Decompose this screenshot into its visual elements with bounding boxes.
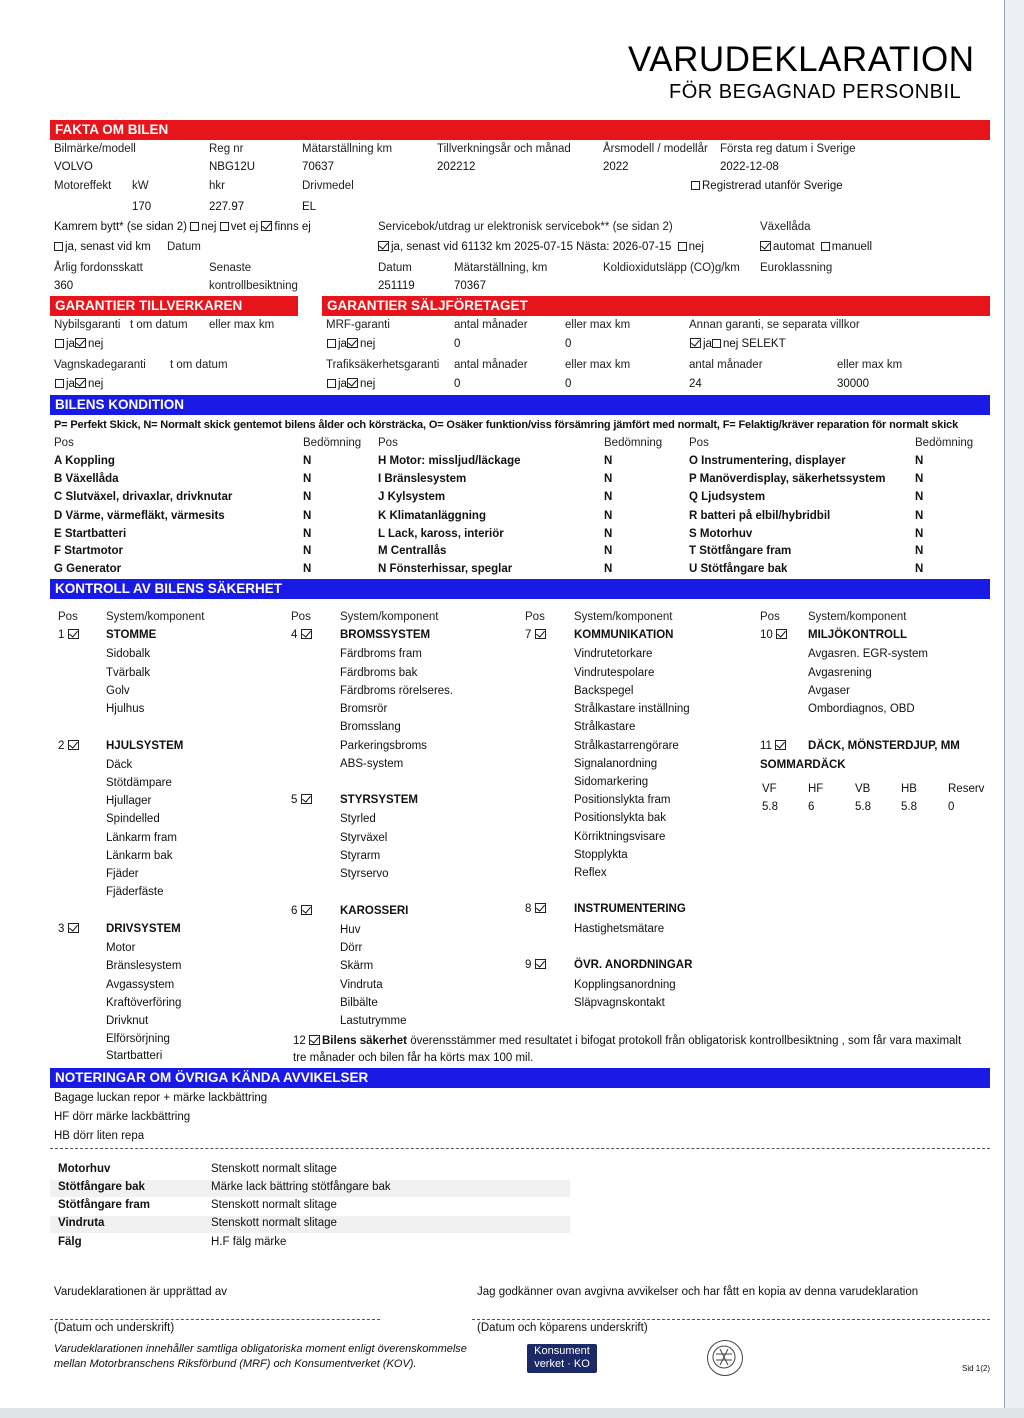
sakerhet-col2-pos-header: Pos [291, 611, 311, 623]
label-kamrem-datum: Datum [167, 241, 201, 253]
group-11-check[interactable]: 11 [760, 740, 788, 752]
group-8-item: Hastighetsmätare [574, 923, 665, 935]
label-servicebok: Servicebok/utdrag ur elektronisk servicebok** (se sidan 2) [378, 221, 673, 233]
avvikelse-desc: Stenskott normalt slitage [211, 1163, 337, 1175]
kamrem-ja-checkbox[interactable] [54, 242, 63, 251]
group-6-item: Huv [340, 924, 361, 936]
group-10-title: MILJÖKONTROLL [808, 629, 908, 641]
group-7-item: Backspegel [574, 685, 634, 697]
servicebok-ja-checkbox[interactable] [378, 241, 389, 251]
label-kontrollbesiktning: kontrollbesiktning [209, 280, 298, 292]
group-7-item: Körriktningsvisare [574, 831, 666, 843]
kondition-item: A Koppling [54, 455, 115, 467]
nybil-ja-checkbox[interactable] [55, 339, 64, 348]
group-4-item: Bromsrör [340, 703, 388, 715]
group-10-item: Avgaser [808, 685, 850, 697]
group-3-item: Avgassystem [106, 979, 175, 991]
servicebok-nej-checkbox[interactable] [678, 242, 687, 251]
group-7-item: Vindrutetorkare [574, 648, 653, 660]
group-6-check[interactable]: 6 [291, 905, 314, 917]
vagnskada-janej-row: ja nej [55, 378, 103, 390]
avvikelse-part: Stötfångare bak [58, 1181, 145, 1193]
group-2-item: Hjullager [106, 795, 152, 807]
tire-header: HF [808, 783, 824, 795]
label-annan-antal: antal månader [689, 359, 763, 371]
kondition-item: M Centrallås [378, 545, 447, 557]
avvikelse-desc: H.F fälg märke [211, 1236, 287, 1248]
kondition-col1-bed-header: Bedömning [303, 437, 362, 449]
value-bilmarke: VOLVO [54, 161, 93, 173]
label-motoreffekt: Motoreffekt [54, 180, 112, 192]
label-datum-underskrift: (Datum och underskrift) [54, 1322, 175, 1334]
group-7-item: Positionslykta fram [574, 794, 671, 806]
group-11-subtitle: SOMMARDÄCK [760, 759, 846, 771]
value-fordonsskatt: 360 [54, 280, 74, 292]
group-5-item: Styrarm [340, 850, 381, 862]
group-3-title: DRIVSYSTEM [106, 923, 181, 935]
kondition-col2-bed-header: Bedömning [604, 437, 663, 449]
tire-value: 5.8 [901, 801, 917, 813]
group-5-item: Styrled [340, 813, 376, 825]
group-2-title: HJULSYSTEM [106, 740, 184, 752]
tire-header: VB [855, 783, 871, 795]
tire-header: HB [901, 783, 917, 795]
group-1-item: Golv [106, 685, 130, 697]
group-7-item: Sidomarkering [574, 776, 649, 788]
label-vagnskadegaranti: Vagnskadegaranti [54, 359, 146, 371]
kondition-item: E Startbatteri [54, 528, 127, 540]
kondition-grade: N [303, 528, 312, 540]
kondition-item: O Instrumentering, displayer [689, 455, 846, 467]
registrerad-utanfor-checkbox[interactable] [691, 180, 843, 192]
group-4-item: Färdbroms bak [340, 667, 418, 679]
group-2-item: Spindelled [106, 813, 160, 825]
kamrem-row: Kamrem bytt* (se sidan 2) nej vet ej finns ej [54, 221, 311, 233]
kondition-grade: N [303, 510, 312, 522]
value-besiktning-datum: 251119 [378, 280, 415, 292]
group-6-item: Bilbälte [340, 997, 378, 1009]
label-mrf-garanti: MRF-garanti [326, 319, 390, 331]
avvikelse-desc: Märke lack bättring stötfångare bak [211, 1181, 391, 1193]
group-2-item: Fjäder [106, 868, 139, 880]
sakerhet-col2-sys-header: System/komponent [340, 611, 439, 623]
value-annan-max: 30000 [837, 378, 869, 390]
sakerhet-col4-sys-header: System/komponent [808, 611, 907, 623]
group-5-item: Styrservo [340, 868, 389, 880]
group-6-item: Lastutrymme [340, 1015, 407, 1027]
kondition-item: C Slutväxel, drivaxlar, drivknutar [54, 491, 233, 503]
kondition-item: G Generator [54, 563, 122, 575]
kondition-legend: P= Perfekt Skick, N= Normalt skick gentemot bilens ålder och körsträcka, O= Osäker funktion/viss försämring jämfört med normalt, F= Felaktig/kräver reparation för normalt skick [54, 419, 959, 431]
tire-value: 6 [808, 801, 815, 813]
group-9-item: Släpvagnskontakt [574, 997, 665, 1009]
kondition-item: N Fönsterhissar, speglar [378, 563, 513, 575]
group-6-item: Skärm [340, 960, 374, 972]
group-7-item: Positionslykta bak [574, 812, 667, 824]
label-annan-garanti: Annan garanti, se separata villkor [689, 319, 860, 331]
page-title: VARUDEKLARATION [628, 40, 975, 79]
label-besiktning-datum: Datum [378, 262, 412, 274]
window-frame-bottom [0, 1408, 1024, 1418]
group-8-checkbox[interactable] [535, 903, 546, 913]
group-2-item: Länkarm fram [106, 832, 177, 844]
kondition-grade: N [303, 563, 312, 575]
label-vagnskada-tom: t om datum [170, 359, 228, 371]
group-5-checkbox[interactable] [301, 794, 312, 804]
group-10-item: Ombordiagnos, OBD [808, 703, 915, 715]
mrf-nej-checkbox[interactable] [347, 338, 358, 348]
group-6-item: Dörr [340, 942, 363, 954]
window-frame-right [1005, 0, 1024, 1418]
group-7-item: Signalanordning [574, 758, 658, 770]
kamrem-nej-checkbox[interactable] [190, 222, 199, 231]
value-besiktning-matar: 70367 [454, 280, 486, 292]
kondition-item: Q Ljudsystem [689, 491, 766, 503]
label-drivmedel: Drivmedel [302, 180, 354, 192]
page-subtitle: FÖR BEGAGNAD PERSONBIL [669, 81, 962, 103]
tire-value: 5.8 [855, 801, 871, 813]
section-kondition-heading: BILENS KONDITION [50, 395, 990, 415]
page-number: Sid 1(2) [962, 1364, 991, 1373]
label-kw: kW [132, 180, 149, 192]
value-tillverkningsar: 202212 [437, 161, 476, 173]
group-1-check[interactable]: 1 [58, 629, 81, 641]
kondition-grade: N [915, 563, 924, 575]
group-4-item: Parkeringsbroms [340, 740, 427, 752]
label-senaste: Senaste [209, 262, 252, 274]
group-4-item: ABS-system [340, 758, 404, 770]
vagnskada-ja-checkbox[interactable] [55, 379, 64, 388]
value-matarstallning: 70637 [302, 161, 334, 173]
group-2-checkbox[interactable] [68, 740, 79, 750]
label-nybilsgaranti: Nybilsgaranti [54, 319, 121, 331]
group-7-check[interactable]: 7 [525, 629, 548, 641]
sakerhet-col1-pos-header: Pos [58, 611, 78, 623]
sakerhet-col3-sys-header: System/komponent [574, 611, 673, 623]
group-5-item: Styrväxel [340, 832, 388, 844]
section-fakta-heading: FAKTA OM BILEN [50, 120, 990, 140]
tire-header: VF [762, 783, 777, 795]
avvikelse-part: Vindruta [58, 1217, 105, 1229]
divider [50, 1148, 990, 1149]
value-mrf-manader: 0 [454, 338, 461, 350]
group-4-item: Bromsslang [340, 721, 401, 733]
sakerhet-col4-pos-header: Pos [760, 611, 780, 623]
group-3-checkbox[interactable] [68, 923, 79, 933]
group-10-item: Avgasren. EGR-system [808, 648, 928, 660]
group-7-item: Stopplykta [574, 849, 628, 861]
kondition-grade: N [303, 491, 312, 503]
group-6-checkbox[interactable] [301, 905, 312, 915]
kondition-grade: N [604, 528, 613, 540]
group-2-item: Däck [106, 759, 133, 771]
value-annan-antal: 24 [689, 378, 702, 390]
vagnskada-nej-checkbox[interactable] [75, 378, 86, 388]
label-godkanner: Jag godkänner ovan avgivna avvikelser och har fått en kopia av denna varudeklaration [477, 1286, 919, 1298]
label-arsmodell: Årsmodell / modellår [603, 143, 708, 155]
notering-line: Bagage luckan repor + märke lackbättring [54, 1092, 268, 1104]
label-mrf-antal: antal månader [454, 319, 528, 331]
label-kamrem: Kamrem bytt* (se sidan 2) [54, 221, 187, 233]
label-registrerad-utanfor: Registrerad utanför Sverige [702, 180, 843, 192]
group-1-item: Sidobalk [106, 648, 151, 660]
section-sakerhet-heading: KONTROLL AV BILENS SÄKERHET [50, 579, 990, 599]
kondition-item: S Motorhuv [689, 528, 753, 540]
value-trafik-manader: 0 [454, 378, 461, 390]
kondition-item: R batteri på elbil/hybridbil [689, 510, 831, 522]
footer-text-2: mellan Motorbranschens Riksförbund (MRF) och Konsumentverket (KOV). [54, 1358, 417, 1370]
kondition-item: I Bränslesystem [378, 473, 467, 485]
trafik-ja-checkbox[interactable] [327, 379, 336, 388]
label-datum-kopare: (Datum och köparens underskrift) [477, 1322, 648, 1334]
kondition-col3-pos-header: Pos [689, 437, 709, 449]
group-11-title: DÄCK, MÖNSTERDJUP, MM [808, 740, 960, 752]
kondition-grade: N [604, 473, 613, 485]
label-vaxellada: Växellåda [760, 221, 811, 233]
kondition-item: P Manöverdisplay, säkerhetssystem [689, 473, 886, 485]
avvikelse-part: Motorhuv [58, 1163, 111, 1175]
group-1-item: Hjulhus [106, 703, 145, 715]
label-euroklassning: Euroklassning [760, 262, 833, 274]
automat-checkbox[interactable] [760, 241, 771, 251]
kondition-grade: N [915, 545, 924, 557]
kondition-grade: N [303, 545, 312, 557]
annan-garanti-row: ja nej SELEKT [690, 338, 786, 350]
group-2-item: Länkarm bak [106, 850, 173, 862]
kondition-item: U Stötfångare bak [689, 563, 788, 575]
label-trafik-max: eller max km [565, 359, 631, 371]
kamrem-vetej-checkbox[interactable] [220, 222, 229, 231]
group-3-item: Motor [106, 942, 136, 954]
mrf-janej-row: ja nej [327, 338, 375, 350]
label-hkr: hkr [209, 180, 225, 192]
group-4-title: BROMSSYSTEM [340, 629, 431, 641]
label-forsta-reg: Första reg datum i Sverige [720, 143, 856, 155]
group-10-item: Avgasrening [808, 667, 872, 679]
group-3-item: Elförsörjning [106, 1033, 170, 1045]
label-trafik-antal: antal månader [454, 359, 528, 371]
group-1-item: Tvärbalk [106, 667, 151, 679]
label-bilmarke: Bilmärke/modell [54, 143, 136, 155]
group-3-item: Drivknut [106, 1015, 149, 1027]
kondition-item: K Klimatanläggning [378, 510, 486, 522]
section-garanti-saljforetaget-heading: GARANTIER SÄLJFÖRETAGET [322, 296, 990, 316]
tire-value: 5.8 [762, 801, 778, 813]
group-2-item: Fjäderfäste [106, 886, 164, 898]
value-annan-garanti: nej SELEKT [722, 338, 786, 350]
footer-text-1: Varudeklarationen innehåller samtliga obligatoriska moment enligt överenskommelse [54, 1343, 467, 1355]
nybil-nej-checkbox[interactable] [75, 338, 86, 348]
annan-nej-checkbox[interactable] [712, 339, 721, 348]
group-3-item: Kraftöverföring [106, 997, 182, 1009]
trafik-janej-row: ja nej [327, 378, 375, 390]
sakerhet-col1-sys-header: System/komponent [106, 611, 205, 623]
vaxellada-row: automat manuell [760, 241, 872, 253]
kondition-item: F Startmotor [54, 545, 123, 557]
kondition-item: B Växellåda [54, 473, 119, 485]
group-4-check[interactable]: 4 [291, 629, 314, 641]
tire-header: Reserv [948, 783, 985, 795]
group-1-title: STOMME [106, 629, 157, 641]
group-5-check[interactable]: 5 [291, 794, 314, 806]
group-9-title: ÖVR. ANORDNINGAR [574, 959, 693, 971]
value-kw: 170 [132, 201, 152, 213]
kondition-grade: N [604, 510, 613, 522]
kondition-grade: N [915, 491, 924, 503]
value-arsmodell: 2022 [603, 161, 629, 173]
group-5-title: STYRSYSTEM [340, 794, 418, 806]
kondition-grade: N [915, 473, 924, 485]
kondition-grade: N [915, 528, 924, 540]
kondition-grade: N [604, 545, 613, 557]
annan-ja-checkbox[interactable] [690, 338, 701, 348]
kondition-col3-bed-header: Bedömning [915, 437, 974, 449]
group-8-title: INSTRUMENTERING [574, 903, 686, 915]
label-besiktning-matar: Mätarställning, km [454, 262, 548, 274]
kondition-grade: N [303, 473, 312, 485]
avvikelse-part: Stötfångare fram [58, 1199, 151, 1211]
kondition-grade: N [915, 510, 924, 522]
label-nybil-max: eller max km [209, 319, 275, 331]
kondition-grade: N [604, 455, 613, 467]
kondition-item: T Stötfångare fram [689, 545, 792, 557]
value-hkr: 227.97 [209, 201, 245, 213]
section-garanti-tillverkaren-heading: GARANTIER TILLVERKAREN [50, 296, 298, 316]
group-3-item: Bränslesystem [106, 960, 182, 972]
value-trafik-km: 0 [565, 378, 572, 390]
group-7-item: Strålkastare inställning [574, 703, 690, 715]
value-servicebok: ja, senast vid 61132 km 2025-07-15 Nästa: 2026-07-15 [391, 241, 672, 253]
group-3-check[interactable]: 3 [58, 923, 81, 935]
kondition-item: H Motor: missljud/läckage [378, 455, 521, 467]
kamrem-ja-row: ja, senast vid km [54, 241, 151, 253]
mrf-seal-icon [707, 1340, 743, 1376]
group-10-checkbox[interactable] [776, 629, 787, 639]
group-9-check[interactable]: 9 [525, 959, 548, 971]
group-7-checkbox[interactable] [535, 629, 546, 639]
section-noteringar-heading: NOTERINGAR OM ÖVRIGA KÄNDA AVVIKELSER [50, 1068, 990, 1088]
label-mrf-max: eller max km [565, 319, 631, 331]
group-11-checkbox[interactable] [775, 740, 786, 750]
tire-value: 0 [948, 801, 955, 813]
group-12-statement-line2: tre månader och bilen får ha körts max 100 mil. [293, 1052, 534, 1064]
label-upprattad-av: Varudeklarationen är upprättad av [54, 1286, 228, 1298]
group-1-checkbox[interactable] [68, 629, 79, 639]
avvikelse-desc: Stenskott normalt slitage [211, 1199, 337, 1211]
notering-line: HB dörr liten repa [54, 1130, 145, 1142]
group-4-item: Färdbroms rörelseres. [340, 685, 454, 697]
group-4-checkbox[interactable] [301, 629, 312, 639]
servicebok-row: ja, senast vid 61132 km 2025-07-15 Nästa: 2026-07-15 nej [378, 241, 704, 253]
kondition-grade: N [303, 455, 312, 467]
label-tillverkningsar: Tillverkningsår och månad [437, 143, 571, 155]
kondition-item: L Lack, kaross, interiör [378, 528, 504, 540]
group-8-check[interactable]: 8 [525, 903, 548, 915]
group-7-item: Strålkastarrengörare [574, 740, 679, 752]
group-3-item: Startbatteri [106, 1050, 163, 1062]
kondition-col2-pos-header: Pos [378, 437, 398, 449]
konsumentverket-logo: Konsument verket · KO [527, 1344, 597, 1373]
mrf-ja-checkbox[interactable] [327, 339, 336, 348]
trafik-nej-checkbox[interactable] [347, 378, 358, 388]
avvikelse-desc: Stenskott normalt slitage [211, 1217, 337, 1229]
value-drivmedel: EL [302, 201, 317, 213]
group-7-item: Strålkastare [574, 721, 636, 733]
group-12-statement: 12 Bilens säkerhet överensstämmer med resultatet i bifogat protokoll från obligatorisk kontrollbesiktning , som får vara maximalt [293, 1035, 962, 1047]
group-7-title: KOMMUNIKATION [574, 629, 674, 641]
label-regnr: Reg nr [209, 143, 244, 155]
kamrem-finnsej-checkbox[interactable] [261, 221, 272, 231]
kondition-grade: N [604, 563, 613, 575]
notering-line: HF dörr märke lackbättring [54, 1111, 191, 1123]
nybil-janej-row: ja nej [55, 338, 103, 350]
kondition-item: J Kylsystem [378, 491, 446, 503]
group-10-check[interactable]: 10 [760, 629, 789, 641]
group-2-item: Stötdämpare [106, 777, 172, 789]
kondition-item: D Värme, värmefläkt, värmesits [54, 510, 225, 522]
value-regnr: NBG12U [209, 161, 256, 173]
value-forsta-reg: 2022-12-08 [720, 161, 779, 173]
manuell-checkbox[interactable] [821, 242, 830, 251]
label-koldioxid: Koldioxidutsläpp (CO)g/km [603, 262, 740, 274]
kondition-grade: N [915, 455, 924, 467]
group-2-check[interactable]: 2 [58, 740, 81, 752]
kondition-col1-pos-header: Pos [54, 437, 74, 449]
kondition-grade: N [604, 491, 613, 503]
group-9-checkbox[interactable] [535, 959, 546, 969]
value-mrf-km: 0 [565, 338, 572, 350]
group-6-title: KAROSSERI [340, 905, 409, 917]
label-matarstallning: Mätarställning km [302, 143, 393, 155]
group-7-item: Reflex [574, 867, 607, 879]
label-trafiksakerhetsgaranti: Trafiksäkerhetsgaranti [326, 359, 440, 371]
signature-line-seller[interactable] [50, 1319, 380, 1320]
label-fordonsskatt: Årlig fordonsskatt [54, 262, 143, 274]
avvikelse-part: Fälg [58, 1236, 82, 1248]
label-annan-max: eller max km [837, 359, 903, 371]
sakerhet-col3-pos-header: Pos [525, 611, 545, 623]
group-4-item: Färdbroms fram [340, 648, 422, 660]
label-nybil-tom: t om datum [130, 319, 188, 331]
group-7-item: Vindrutespolare [574, 667, 655, 679]
group-12-checkbox[interactable] [309, 1035, 320, 1045]
signature-line-buyer[interactable] [472, 1319, 990, 1320]
group-6-item: Vindruta [340, 979, 383, 991]
group-9-item: Kopplingsanordning [574, 979, 676, 991]
